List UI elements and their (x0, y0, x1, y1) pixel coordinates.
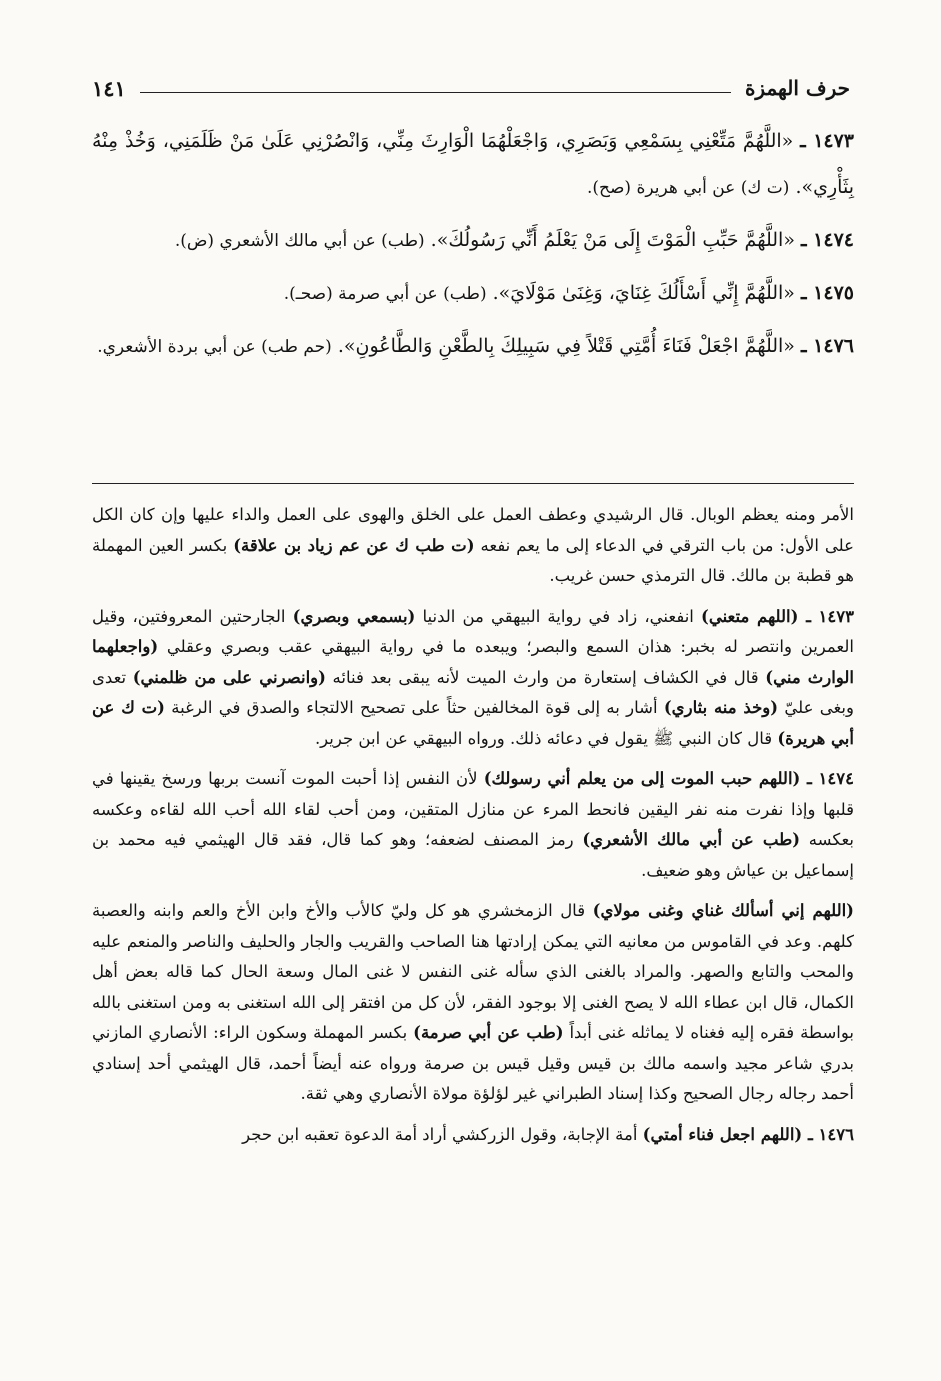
commentary-bold: (وخذ منه بثاري) (663, 698, 779, 717)
commentary-bold: (ت طب ك عن عم زياد بن علاقة) (233, 535, 475, 555)
entry-number: ١٤٧٤ ـ (800, 229, 854, 251)
commentary-paragraph (92, 1120, 854, 1151)
hadith-text: «اللَّهُمَّ إِنِّي أَسْأَلُكَ غِنَايَ، وَغِنَىٰ مَوْلَايَ». (492, 282, 795, 304)
hadith-source: (طب) عن أبي صرمة (صحـ). (283, 284, 487, 304)
commentary-bold: ١٤٧٤ ـ (اللهم حبب الموت إلى من يعلم أني رسولك) (483, 769, 854, 788)
entry-number: ١٤٧٥ ـ (800, 282, 854, 304)
commentary-paragraph (92, 896, 854, 1110)
footnote-divider (92, 483, 854, 484)
commentary-text: أشار به إلى قوة المخالفين حثاً على تصحيح الالتجاء والصدق في الرغبة (164, 698, 664, 717)
commentary-text: بكسر العين المهملة هو قطبة بن مالك. قال الترمذي حسن غريب. (92, 535, 854, 585)
commentary-text: تعدى وبغى عليّ (92, 667, 854, 717)
commentary-text: الأمر ومنه يعظم الوبال. قال الرشيدي وعطف العمل على الخلق والهوى على العمل والداء عليها وإن كان الكل على الأول: من باب الترقي في الدعاء إلى ما يعم نفعه (92, 505, 854, 555)
page-header (92, 68, 850, 108)
commentary-paragraph (92, 764, 854, 886)
commentary-bold: (وانصرني على من ظلمني) (132, 667, 326, 687)
hadith-source: (حم طب) عن أبي بردة الأشعري. (97, 337, 332, 357)
commentary-text: بكسر المهملة وسكون الراء: الأنصاري المازني بدري شاعر مجيد واسمه مالك بن قيس وقيل قيس بن صرمة ورواه عنه أيضاً أحمد، قال الهيثمي أحد إسنادي أحمد رجاله رجال الصحيح وكذا إسناد الطبراني غير لؤلؤة مولاة الأنصاري وهي ثقة. (92, 1023, 854, 1103)
commentary-text: أمة الإجابة، وقول الزركشي أراد أمة الدعوة تعقبه ابن حجر (242, 1124, 643, 1144)
hadith-entry (92, 323, 854, 370)
hadith-source: (ت ك) عن أبي هريرة (صح). (586, 178, 790, 198)
commentary-text: لأن النفس إذا أحبت الموت آنست بربها ورسخ يقينها في قلبها وإذا نفرت منه نفر اليقين فانحط المرء عن منازل المتقين، ومن أحب لقاء الله أحب الله لقاءه وعكسه بعكسه (92, 769, 855, 849)
commentary-text: قال كان النبي ﷺ يقول في دعائه ذلك. ورواه البيهقي عن ابن جرير. (314, 728, 778, 748)
hadith-entry (92, 118, 854, 211)
commentary-text: قال الزمخشري هو كل وليّ كالأب والأخ وابن الأخ والعم وابنه والعصبة كلهم. وعد في القاموس من معانيه التي يمكن إرادتها هنا الصاحب والقريب والجار والحليف والناصر والمنعم عليه والمحب والتابع والصهر. والمراد بالغنى الذي سأله غنى النفس لا غنى المال وسعة الحال كما قاله بعض أهل الكمال، قال ابن عطاء الله لا يصح الغنى إلا بوجود الفقر، لأن كل من افتقر إلى الله استغنى به ومن استغنى بالله بواسطة فقره إليه فغناه لا يماثله غنى أبداً (92, 901, 854, 1042)
chapter-title: حرف الهمزة (744, 76, 850, 100)
commentary-paragraph (92, 500, 854, 592)
hadith-entry (92, 270, 854, 317)
hadith-text: «اللَّهُمَّ مَتِّعْنِي بِسَمْعِي وَبَصَرِي، وَاجْعَلْهُمَا الْوَارِثَ مِنِّي، وَانْصُرْنِي عَلَىٰ مَنْ ظَلَمَنِي، وَخُذْ مِنْهُ بِثَأْرِي». (92, 130, 854, 198)
commentary (92, 500, 854, 1160)
hadith-text: «اللَّهُمَّ اجْعَلْ فَنَاءَ أُمَّتِي قَتْلاً فِي سَبِيلِكَ بِالطَّعْنِ وَالطَّاعُونِ». (337, 335, 795, 357)
page-number: ١٤١ (92, 75, 126, 101)
commentary-paragraph (92, 602, 854, 755)
commentary-bold: (واجعلهما الوارث مني) (92, 637, 854, 687)
commentary-text: الجارحتين المعروفتين، وقيل العمرين وانتصر له بخبر: هذان السمع والبصر؛ ويبعده ما في رواية البيهقي عقب وبصري وعقلي (92, 606, 854, 656)
entry-number: ١٤٧٣ ـ (800, 130, 855, 152)
commentary-text: انفعني، زاد في رواية البيهقي من الدنيا (415, 606, 702, 626)
commentary-bold: ١٤٧٣ ـ (اللهم متعني) (701, 606, 854, 626)
hadith-text: «اللَّهُمَّ حَبِّبِ الْمَوْتَ إِلَى مَنْ يَعْلَمُ أَنِّي رَسُولُكَ». (430, 229, 795, 251)
commentary-bold: ١٤٧٦ ـ (اللهم اجعل فناء أمتي) (642, 1124, 854, 1144)
commentary-bold: (بسمعي وبصري) (292, 606, 416, 626)
hadith-source: (طب) عن أبي مالك الأشعري (ض). (174, 231, 425, 251)
header-rule (140, 92, 731, 93)
commentary-text: قال في الكشاف إستعارة من وارث الميت لأنه يبقى بعد فنائه (325, 667, 766, 687)
hadith-entry (92, 217, 854, 264)
commentary-bold: (طب عن أبي صرمة) (413, 1023, 564, 1042)
commentary-bold: (اللهم إني أسألك غناي وغنى مولاي) (592, 901, 854, 920)
commentary-text: رمز المصنف لضعفه؛ وهو كما قال، فقد قال الهيثمي فيه محمد بن إسماعيل بن عياش وهو ضعيف. (92, 830, 854, 880)
commentary-bold: (طب عن أبي مالك الأشعري) (582, 830, 801, 849)
commentary-bold: (ت ك عن أبي هريرة) (92, 698, 854, 748)
entry-number: ١٤٧٦ ـ (800, 335, 854, 357)
hadith-list (92, 118, 854, 376)
